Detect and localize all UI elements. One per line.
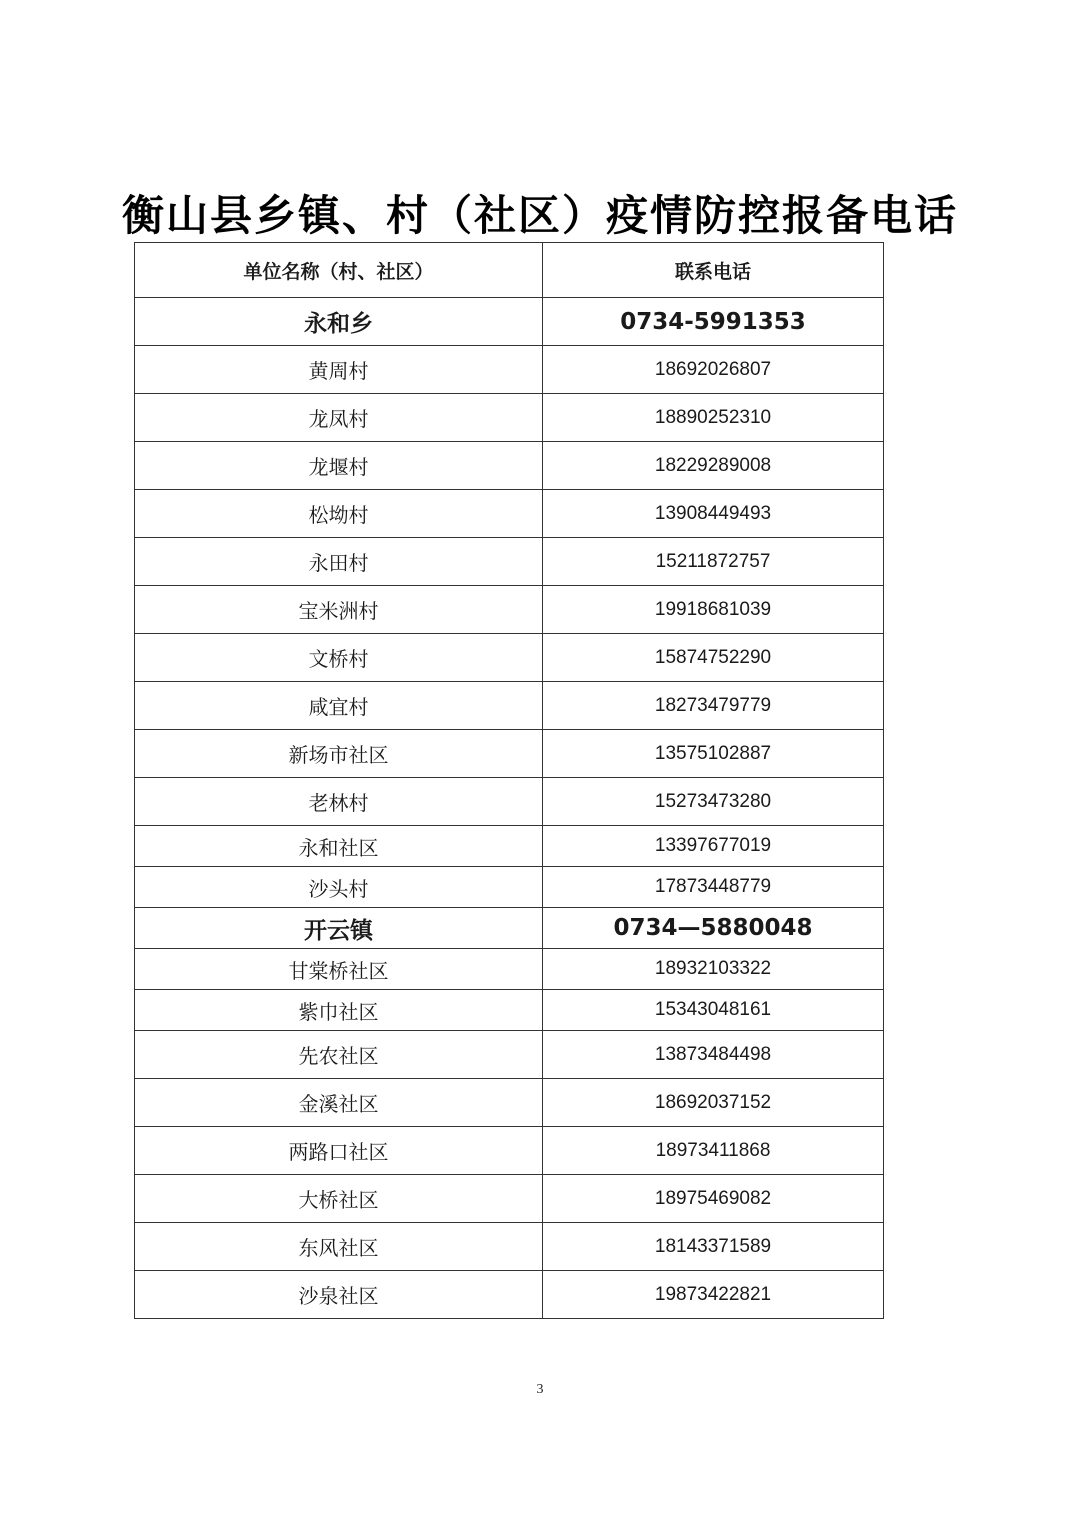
table-row [135, 586, 884, 634]
unit-phone: 15211872757 [543, 538, 884, 586]
unit-phone: 15273473280 [543, 778, 884, 826]
unit-phone: 18273479779 [543, 682, 884, 730]
unit-phone: 13575102887 [543, 730, 884, 778]
table-row [135, 1127, 884, 1175]
table-header-row [135, 243, 884, 298]
unit-name: 松坳村 [135, 490, 543, 538]
unit-phone: 13873484498 [543, 1031, 884, 1079]
unit-phone: 19918681039 [543, 586, 884, 634]
table-row [135, 1031, 884, 1079]
table-row [135, 990, 884, 1031]
table-row [135, 826, 884, 867]
township-name: 永和乡 [135, 298, 543, 346]
township-row-kaiyun [135, 908, 884, 949]
table-row [135, 538, 884, 586]
table-row [135, 1223, 884, 1271]
unit-name: 老林村 [135, 778, 543, 826]
unit-name: 紫巾社区 [135, 990, 543, 1031]
unit-phone: 18692037152 [543, 1079, 884, 1127]
township-name: 开云镇 [135, 908, 543, 949]
unit-name: 沙泉社区 [135, 1271, 543, 1319]
township-phone: 0734-5991353 [543, 298, 884, 346]
unit-name: 甘棠桥社区 [135, 949, 543, 990]
table-row [135, 1175, 884, 1223]
document-title: 衡山县乡镇、村（社区）疫情防控报备电话 [121, 191, 958, 240]
unit-phone: 15874752290 [543, 634, 884, 682]
column-header-phone: 联系电话 [543, 243, 884, 298]
table-row [135, 867, 884, 908]
unit-phone: 17873448779 [543, 867, 884, 908]
unit-name: 龙堰村 [135, 442, 543, 490]
unit-phone: 18973411868 [543, 1127, 884, 1175]
table-row [135, 1079, 884, 1127]
unit-name: 先农社区 [135, 1031, 543, 1079]
phone-directory-table [134, 242, 884, 1319]
unit-phone: 18932103322 [543, 949, 884, 990]
unit-phone: 18143371589 [543, 1223, 884, 1271]
unit-name: 新场市社区 [135, 730, 543, 778]
unit-name: 永田村 [135, 538, 543, 586]
unit-name: 大桥社区 [135, 1175, 543, 1223]
table-row [135, 490, 884, 538]
unit-phone: 18975469082 [543, 1175, 884, 1223]
table-row [135, 778, 884, 826]
unit-phone: 18229289008 [543, 442, 884, 490]
table-row [135, 730, 884, 778]
page-number: 3 [536, 1382, 544, 1397]
unit-phone: 18890252310 [543, 394, 884, 442]
unit-name: 宝米洲村 [135, 586, 543, 634]
table-row [135, 1271, 884, 1319]
unit-phone: 13908449493 [543, 490, 884, 538]
column-header-unit-name: 单位名称（村、社区） [135, 243, 543, 298]
table-row [135, 442, 884, 490]
unit-name: 黄周村 [135, 346, 543, 394]
unit-phone: 19873422821 [543, 1271, 884, 1319]
unit-phone: 18692026807 [543, 346, 884, 394]
table-row [135, 949, 884, 990]
unit-phone: 13397677019 [543, 826, 884, 867]
unit-name: 沙头村 [135, 867, 543, 908]
table-row [135, 346, 884, 394]
township-phone: 0734—5880048 [543, 908, 884, 949]
table-row [135, 634, 884, 682]
unit-name: 两路口社区 [135, 1127, 543, 1175]
township-row-yonghe [135, 298, 884, 346]
table-row [135, 394, 884, 442]
unit-phone: 15343048161 [543, 990, 884, 1031]
unit-name: 文桥村 [135, 634, 543, 682]
unit-name: 龙凤村 [135, 394, 543, 442]
unit-name: 东风社区 [135, 1223, 543, 1271]
unit-name: 咸宜村 [135, 682, 543, 730]
table-row [135, 682, 884, 730]
unit-name: 金溪社区 [135, 1079, 543, 1127]
unit-name: 永和社区 [135, 826, 543, 867]
